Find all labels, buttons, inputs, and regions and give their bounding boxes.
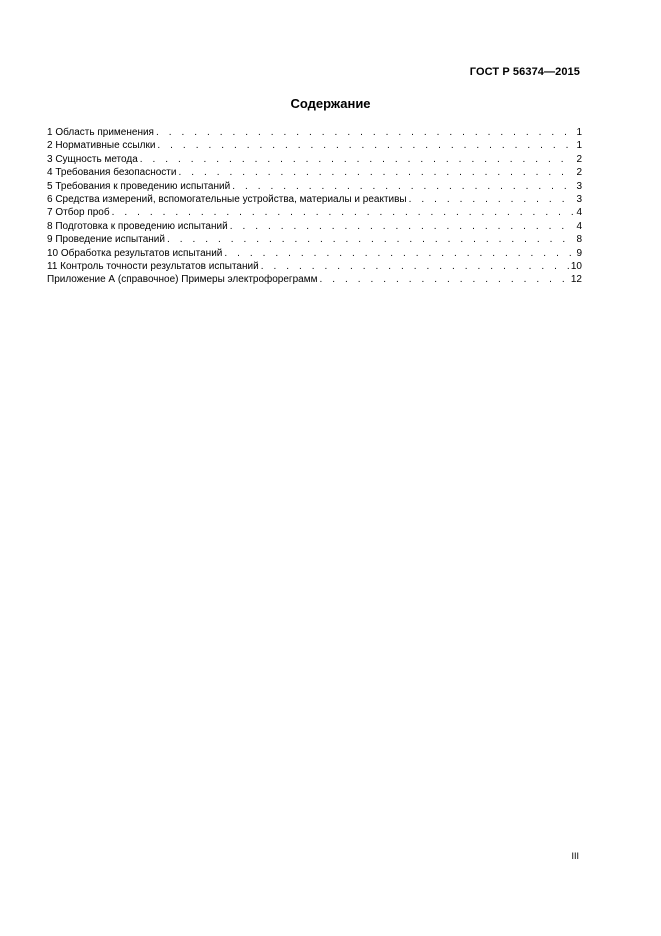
toc-entry-page: 3 [576,193,582,205]
toc-entry-page: 10 [570,260,582,272]
toc-entry-page: 4 [576,220,582,232]
toc-entry[interactable] [47,233,582,246]
toc-leader-dots [230,220,575,233]
toc-entry[interactable] [47,220,582,233]
toc-entry[interactable] [47,273,582,286]
toc-leader-dots [178,166,574,179]
toc-leader-dots [140,153,575,166]
toc-entry-page: 1 [576,127,582,138]
toc-entry[interactable] [47,139,582,152]
toc-entry[interactable] [47,126,582,139]
toc-leader-dots [319,273,568,286]
toc-entry[interactable] [47,193,582,206]
toc-entry[interactable] [47,166,582,179]
toc-leader-dots [409,193,575,206]
toc-leader-dots [156,126,574,139]
toc-entry-title: 10 Обработка результатов испытаний [47,247,223,259]
toc-leader-dots [232,180,574,193]
toc-entry-title: Приложение А (справочное) Примеры электрофореграмм [47,274,318,286]
toc-leader-dots [112,206,575,219]
toc-entry-page: 2 [576,153,582,165]
toc-leader-dots [167,233,574,246]
toc-leader-dots [224,247,574,260]
toc-entry-page: 1 [576,140,582,152]
toc-entry[interactable] [47,206,582,219]
toc-entry-page: 8 [576,234,582,246]
toc-entry-title: 2 Нормативные ссылки [47,140,156,152]
toc-entry-title: 11 Контроль точности результатов испытаний [47,260,259,272]
toc-entry-page: 3 [576,180,582,192]
toc-leader-dots [261,260,569,273]
toc-entry-title: 7 Отбор проб [47,207,110,219]
toc-entry-title: 6 Средства измерений, вспомогательные устройства, материалы и реактивы [47,193,407,205]
toc-entry-page: 4 [576,207,582,219]
toc-entry-title: 4 Требования безопасности [47,167,177,179]
toc-entry-title: 5 Требования к проведению испытаний [47,180,231,192]
toc-entry-title: 8 Подготовка к проведению испытаний [47,220,228,232]
page-number: III [571,851,579,861]
toc-entry-title: 9 Проведение испытаний [47,234,165,246]
table-of-contents [47,126,582,287]
toc-entry[interactable] [47,180,582,193]
toc-entry[interactable] [47,247,582,260]
toc-title: Содержание [290,96,371,111]
toc-leader-dots [157,139,574,152]
toc-entry[interactable] [47,153,582,166]
document-code: ГОСТ Р 56374—2015 [469,66,580,78]
toc-entry-page: 9 [576,247,582,259]
toc-entry-title: 3 Сущность метода [47,153,138,165]
toc-entry-page: 2 [576,167,582,179]
toc-entry-title: 1 Область применения [47,127,154,138]
toc-entry-page: 12 [570,274,582,286]
toc-entry[interactable] [47,260,582,273]
